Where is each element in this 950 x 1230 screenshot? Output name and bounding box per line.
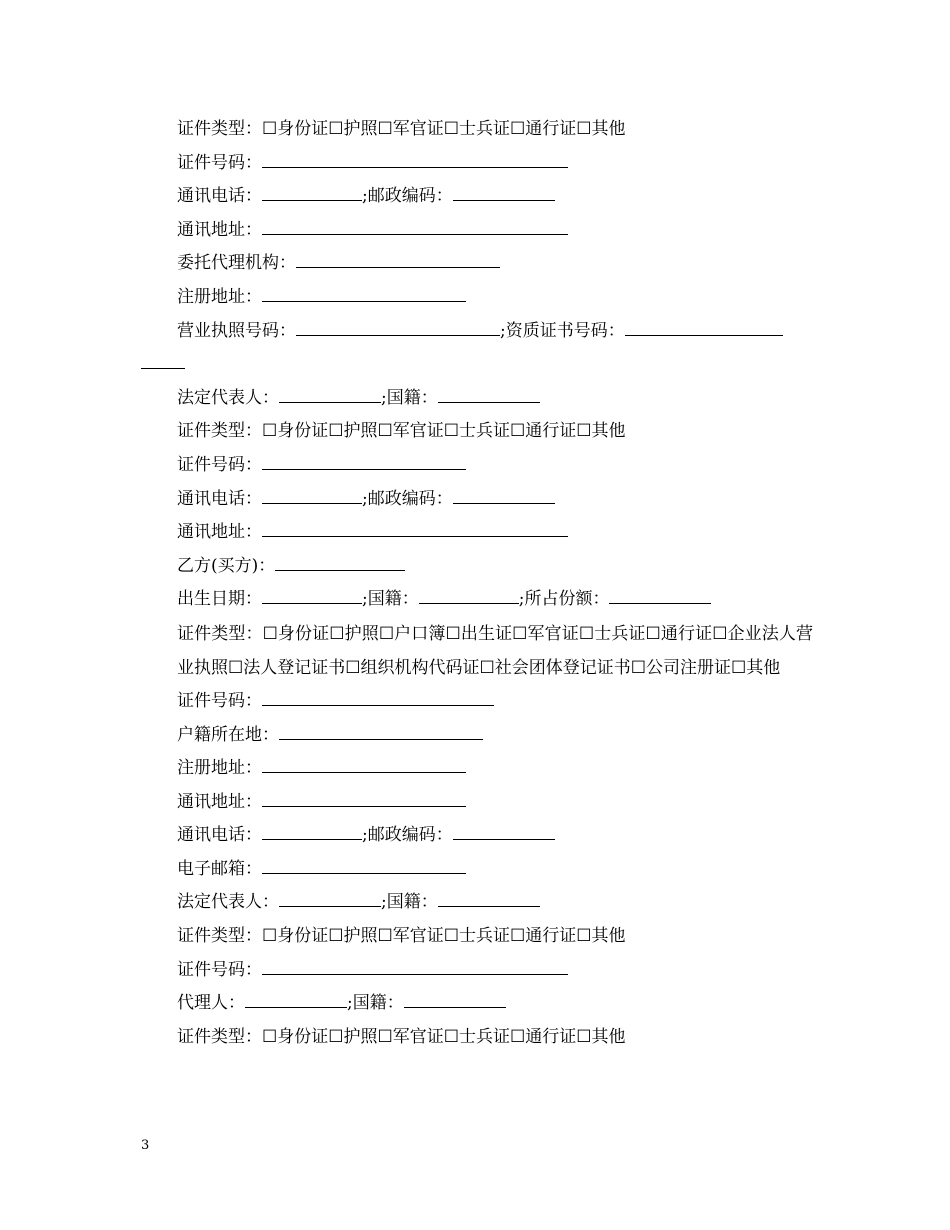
id-number-line [141, 147, 813, 181]
id-number-line [141, 449, 813, 483]
buyer-label: 乙方(买方)： [177, 555, 276, 576]
id-number-line [141, 954, 813, 988]
id-type-options: ☐身份证☐护照☐军官证☐士兵证☐通行证☐其他 [262, 119, 626, 139]
postcode-blank[interactable] [453, 491, 555, 504]
registered-address-blank[interactable] [262, 760, 466, 773]
phone-postcode-line [141, 483, 813, 517]
legal-rep-line [141, 886, 813, 920]
id-number-line [141, 685, 813, 719]
agent-line [141, 987, 813, 1021]
qualification-blank-continued[interactable] [141, 356, 185, 369]
share-label: ;所占份额： [518, 589, 610, 610]
license-qualification-line [141, 315, 813, 349]
id-type-options: ☐身份证☐护照☐户口簿☐出生证☐军官证☐士兵证☐通行证☐企业法人营业执照☐法人登记证书☐组织机构代码证☐社会团体登记证书☐公司注册证☐其他 [177, 623, 814, 678]
birth-date-label: 出生日期： [177, 589, 262, 610]
birth-date-blank[interactable] [262, 591, 362, 604]
id-type-label: 证件类型： [177, 926, 262, 947]
legal-rep-blank[interactable] [279, 390, 381, 403]
phone-blank[interactable] [262, 491, 362, 504]
email-blank[interactable] [262, 861, 466, 874]
postcode-blank[interactable] [453, 188, 555, 201]
page-number: 3 [141, 1138, 150, 1153]
address-blank[interactable] [262, 524, 568, 537]
form-content [141, 113, 813, 1054]
id-type-line [141, 415, 813, 449]
postcode-blank[interactable] [453, 827, 555, 840]
id-number-blank[interactable] [262, 962, 568, 975]
phone-blank[interactable] [262, 188, 362, 201]
id-type-long-paragraph [141, 617, 813, 685]
registered-address-label: 注册地址： [177, 286, 262, 307]
id-type-options: ☐身份证☐护照☐军官证☐士兵证☐通行证☐其他 [262, 421, 626, 442]
phone-label: 通讯电话： [177, 488, 262, 509]
registered-address-line [141, 281, 813, 315]
address-label: 通讯地址： [177, 522, 262, 543]
id-number-label: 证件号码： [177, 690, 262, 711]
nationality-blank[interactable] [438, 390, 540, 403]
id-type-label: 证件类型： [177, 623, 263, 644]
nationality-label: ;国籍： [362, 589, 419, 610]
household-blank[interactable] [279, 727, 483, 740]
legal-rep-line [141, 382, 813, 416]
id-type-line [141, 1021, 813, 1055]
agency-line [141, 247, 813, 281]
id-type-label: 证件类型： [177, 1026, 262, 1047]
legal-rep-blank[interactable] [279, 894, 381, 907]
id-type-line [141, 113, 813, 147]
license-blank[interactable] [296, 323, 500, 336]
postcode-label: ;邮政编码： [362, 825, 453, 846]
agent-blank[interactable] [245, 995, 347, 1008]
id-type-line [141, 920, 813, 954]
share-blank[interactable] [609, 591, 711, 604]
license-label: 营业执照号码： [177, 320, 296, 341]
buyer-line [141, 550, 813, 584]
qualification-label: ;资质证书号码： [500, 320, 625, 341]
registered-address-blank[interactable] [262, 289, 466, 302]
address-label: 通讯地址： [177, 791, 262, 812]
phone-label: 通讯电话： [177, 825, 262, 846]
agency-label: 委托代理机构： [177, 253, 296, 274]
id-type-label: 证件类型： [177, 421, 262, 442]
id-number-blank[interactable] [262, 155, 568, 168]
address-line [141, 516, 813, 550]
phone-postcode-line [141, 180, 813, 214]
registered-address-line [141, 752, 813, 786]
nationality-blank[interactable] [404, 995, 506, 1008]
household-label: 户籍所在地： [177, 724, 279, 745]
nationality-label: ;国籍： [347, 993, 404, 1014]
postcode-label: ;邮政编码： [362, 488, 453, 509]
email-line [141, 853, 813, 887]
id-number-label: 证件号码： [177, 152, 262, 173]
address-blank[interactable] [262, 794, 466, 807]
id-number-label: 证件号码： [177, 959, 262, 980]
address-label: 通讯地址： [177, 219, 262, 240]
registered-address-label: 注册地址： [177, 758, 262, 779]
address-line [141, 214, 813, 248]
agency-blank[interactable] [296, 255, 500, 268]
address-blank[interactable] [262, 222, 568, 235]
phone-blank[interactable] [262, 827, 362, 840]
qualification-blank[interactable] [625, 323, 783, 336]
id-type-options: ☐身份证☐护照☐军官证☐士兵证☐通行证☐其他 [262, 1026, 626, 1047]
birth-nationality-share-line [141, 583, 813, 617]
phone-postcode-line [141, 819, 813, 853]
nationality-label: ;国籍： [381, 387, 438, 408]
id-number-label: 证件号码： [177, 454, 262, 475]
nationality-blank[interactable] [419, 591, 519, 604]
nationality-blank[interactable] [438, 894, 540, 907]
address-line [141, 786, 813, 820]
agent-label: 代理人： [177, 993, 245, 1014]
phone-label: 通讯电话： [177, 186, 262, 207]
id-number-blank[interactable] [262, 693, 494, 706]
household-line [141, 719, 813, 753]
qualification-continuation-line [141, 348, 813, 382]
nationality-label: ;国籍： [381, 892, 438, 913]
legal-rep-label: 法定代表人： [177, 387, 279, 408]
id-type-options: ☐身份证☐护照☐军官证☐士兵证☐通行证☐其他 [262, 926, 626, 947]
buyer-blank[interactable] [275, 558, 405, 571]
postcode-label: ;邮政编码： [362, 186, 453, 207]
legal-rep-label: 法定代表人： [177, 892, 279, 913]
id-number-blank[interactable] [262, 457, 466, 470]
id-type-label: 证件类型： [177, 119, 262, 139]
email-label: 电子邮箱： [177, 858, 262, 879]
